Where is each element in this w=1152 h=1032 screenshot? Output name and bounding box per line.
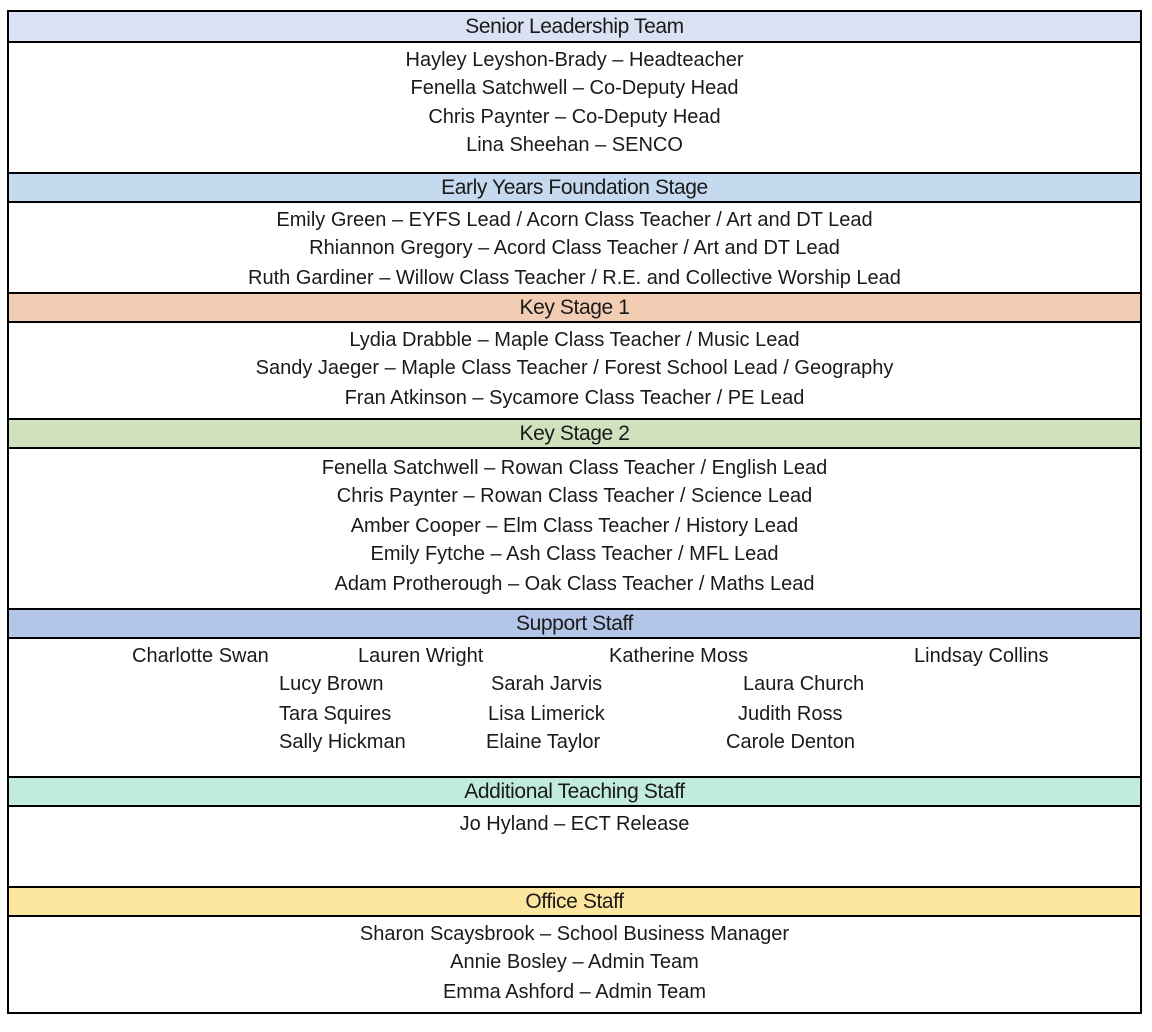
staff-line: Lydia Drabble – Maple Class Teacher / Music Lead — [349, 329, 800, 351]
support-staff-name: Elaine Taylor — [486, 731, 601, 753]
staff-line: Chris Paynter – Co-Deputy Head — [428, 106, 721, 128]
support-staff-name: Lindsay Collins — [914, 645, 1049, 667]
office-header: Office Staff — [9, 886, 1140, 917]
support-staff-name: Lucy Brown — [279, 673, 384, 695]
staff-line: Chris Paynter – Rowan Class Teacher / Science Lead — [336, 485, 813, 507]
staff-line: Fran Atkinson – Sycamore Class Teacher / PE Lead — [344, 387, 805, 409]
support-staff-name: Katherine Moss — [609, 645, 748, 667]
staff-line: Jo Hyland – ECT Release — [459, 813, 690, 835]
staff-line: Adam Protherough – Oak Class Teacher / Maths Lead — [334, 573, 815, 595]
staff-line: Fenella Satchwell – Rowan Class Teacher / English Lead — [321, 457, 828, 479]
support-staff-name: Carole Denton — [726, 731, 855, 753]
staff-line: Emma Ashford – Admin Team — [442, 981, 707, 1003]
staff-line: Sharon Scaysbrook – School Business Manager — [359, 923, 790, 945]
senior-leadership-header: Senior Leadership Team — [9, 12, 1140, 43]
staff-line: Emily Fytche – Ash Class Teacher / MFL Lead — [370, 543, 779, 565]
staff-line: Amber Cooper – Elm Class Teacher / History Lead — [350, 515, 799, 537]
additional-header: Additional Teaching Staff — [9, 776, 1140, 807]
support-body — [9, 639, 1140, 773]
support-staff-name: Lisa Limerick — [488, 703, 605, 725]
support-staff-name: Laura Church — [743, 673, 865, 695]
support-staff-name: Sally Hickman — [279, 731, 406, 753]
staff-table — [7, 10, 1142, 1014]
ks2-header: Key Stage 2 — [9, 418, 1140, 449]
support-staff-name: Judith Ross — [738, 703, 843, 725]
staff-line: Lina Sheehan – SENCO — [466, 134, 683, 156]
support-staff-name: Sarah Jarvis — [491, 673, 603, 695]
staff-line: Rhiannon Gregory – Acord Class Teacher / Art and DT Lead — [309, 237, 840, 259]
staff-line: Ruth Gardiner – Willow Class Teacher / R.E. and Collective Worship Lead — [248, 267, 901, 289]
support-staff-name: Charlotte Swan — [132, 645, 269, 667]
support-staff-name: Lauren Wright — [358, 645, 484, 667]
eyfs-header: Early Years Foundation Stage — [9, 172, 1140, 203]
staff-line: Emily Green – EYFS Lead / Acorn Class Teacher / Art and DT Lead — [276, 209, 873, 231]
staff-line: Annie Bosley – Admin Team — [450, 951, 699, 973]
staff-line: Fenella Satchwell – Co-Deputy Head — [410, 77, 739, 99]
ks1-header: Key Stage 1 — [9, 292, 1140, 323]
staff-line: Sandy Jaeger – Maple Class Teacher / Forest School Lead / Geography — [255, 357, 894, 379]
support-header: Support Staff — [9, 608, 1140, 639]
staff-line: Hayley Leyshon-Brady – Headteacher — [405, 49, 744, 71]
support-staff-name: Tara Squires — [279, 703, 392, 725]
